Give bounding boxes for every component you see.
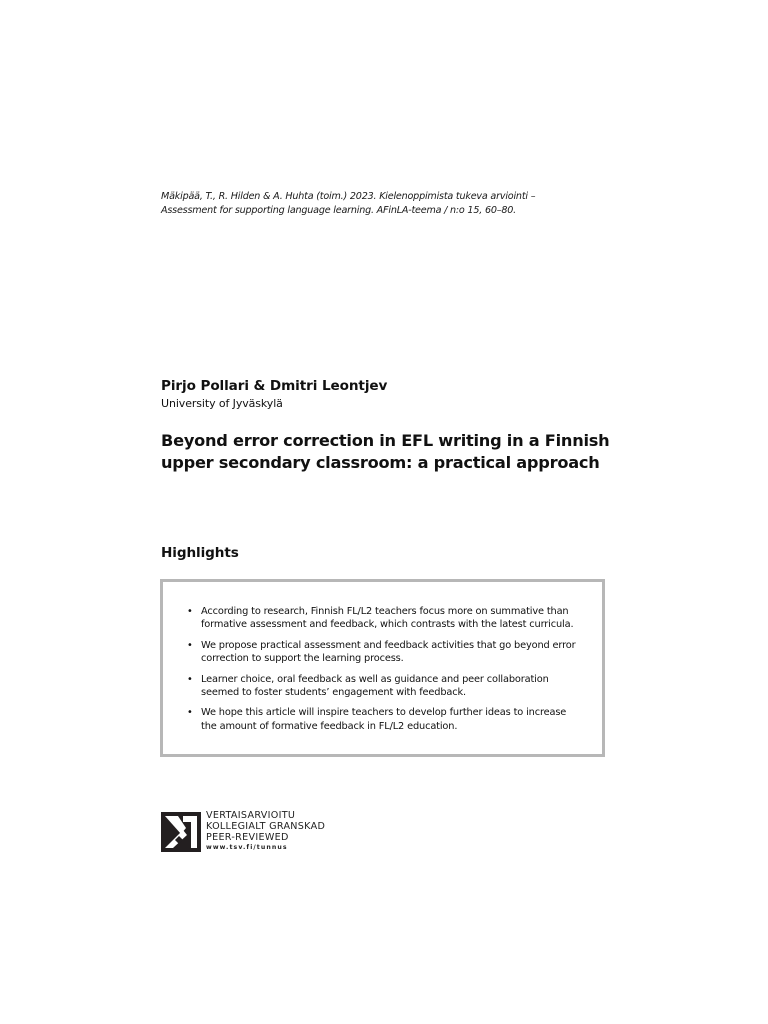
highlights-list [187, 605, 587, 740]
article-authors: Pirjo Pollari & Dmitri Leontjev [161, 378, 388, 394]
logo-url: www.tsv.fi/tunnus [206, 844, 288, 851]
article-title-line-2: upper secondary classroom: a practical approach [161, 453, 600, 472]
highlight-item-line-2: seemed to foster students’ engagement with feedback. [201, 687, 467, 699]
bullet-icon: • [187, 707, 193, 719]
logo-line-2: KOLLEGIALT GRANSKAD [206, 821, 326, 832]
bullet-icon: • [187, 673, 193, 685]
logo-line-3: PEER-REVIEWED [206, 832, 289, 843]
citation-line-2: Assessment for supporting language learning. AFinLA-teema / n:o 15, 60–80. [161, 205, 516, 216]
article-title-line-1: Beyond error correction in EFL writing in a Finnish [161, 431, 610, 450]
highlight-item-line-1: Learner choice, oral feedback as well as guidance and peer collaboration [201, 673, 549, 685]
bullet-icon: • [187, 606, 193, 617]
article-affiliation: University of Jyväskylä [161, 397, 283, 410]
highlight-item-line-2: correction to support the learning process. [201, 653, 404, 665]
highlight-item [187, 605, 587, 632]
logo-line-1: VERTAISARVIOITU [206, 810, 296, 821]
article-title [161, 430, 621, 474]
bullet-icon: • [187, 639, 193, 651]
highlights-heading: Highlights [161, 545, 239, 561]
highlight-item-line-1: According to research, Finnish FL/L2 teachers focus more on summative than [201, 606, 569, 617]
highlight-item-line-1: We propose practical assessment and feedback activities that go beyond error [201, 639, 576, 651]
highlight-item [187, 639, 587, 666]
peer-review-mark-icon [161, 812, 201, 852]
highlight-item-line-2: the amount of formative feedback in FL/L2 education. [201, 720, 458, 732]
peer-review-logo-text [206, 810, 325, 852]
citation [161, 190, 641, 218]
peer-review-logo [161, 810, 381, 856]
highlight-item-line-2: formative assessment and feedback, which contrasts with the latest curricula. [201, 619, 574, 631]
highlight-item [187, 673, 587, 700]
citation-line-1: Mäkipää, T., R. Hilden & A. Huhta (toim.) 2023. Kielenoppimista tukeva arviointi – [161, 191, 536, 202]
highlights-box [160, 579, 605, 757]
highlight-item-line-1: We hope this article will inspire teachers to develop further ideas to increase [201, 707, 567, 719]
highlight-item [187, 706, 587, 733]
